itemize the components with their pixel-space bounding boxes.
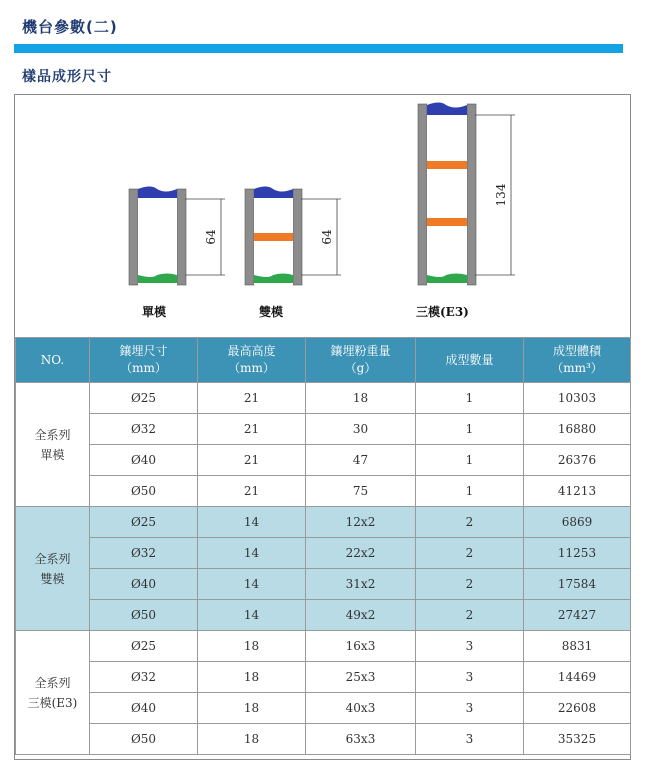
cell-volume: 35325	[524, 724, 631, 755]
spec-frame	[14, 94, 631, 760]
table-header-row	[16, 338, 631, 383]
header-volume: 成型體積 （mm³）	[524, 338, 631, 383]
header-powder-weight: 鑲埋粉重量 （g）	[306, 338, 416, 383]
table-row	[16, 476, 631, 507]
table-row	[16, 724, 631, 755]
header-max-height: 最高高度 （mm）	[198, 338, 306, 383]
double-mold-dimension: 64	[320, 229, 334, 245]
cell-insert-size: Ø32	[90, 662, 198, 693]
cell-insert-size: Ø50	[90, 724, 198, 755]
cell-volume: 26376	[524, 445, 631, 476]
cell-max-height: 18	[198, 631, 306, 662]
cell-insert-size: Ø50	[90, 476, 198, 507]
page-title: 機台參數(二)	[22, 18, 118, 36]
cell-max-height: 14	[198, 600, 306, 631]
cell-mold-count: 2	[416, 507, 524, 538]
cell-powder-weight: 47	[306, 445, 416, 476]
cell-mold-count: 2	[416, 538, 524, 569]
cell-volume: 11253	[524, 538, 631, 569]
table-row	[16, 600, 631, 631]
cell-powder-weight: 31x2	[306, 569, 416, 600]
cell-max-height: 18	[198, 693, 306, 724]
cell-max-height: 21	[198, 476, 306, 507]
mold-diagram-svg	[15, 95, 630, 337]
cell-max-height: 18	[198, 662, 306, 693]
double-mold-separator	[254, 233, 293, 241]
single-mold-caption: 單模	[142, 305, 167, 319]
header-mold-count: 成型數量	[416, 338, 524, 383]
triple-mold-caption: 三模(E3)	[416, 305, 469, 319]
table-row	[16, 414, 631, 445]
cell-powder-weight: 12x2	[306, 507, 416, 538]
cell-powder-weight: 30	[306, 414, 416, 445]
cell-max-height: 21	[198, 445, 306, 476]
cell-volume: 10303	[524, 383, 631, 414]
triple-mold-separator-2	[427, 218, 467, 226]
cell-powder-weight: 49x2	[306, 600, 416, 631]
cell-powder-weight: 18	[306, 383, 416, 414]
single-mold-dimension: 64	[204, 229, 218, 245]
single-mold-right-wall	[177, 189, 186, 285]
table-row	[16, 569, 631, 600]
cell-insert-size: Ø25	[90, 383, 198, 414]
triple-mold-left-wall	[418, 104, 427, 285]
cell-volume: 22608	[524, 693, 631, 724]
table-row	[16, 383, 631, 414]
group-label: 全系列 單模	[16, 383, 90, 507]
cell-max-height: 14	[198, 507, 306, 538]
cell-volume: 8831	[524, 631, 631, 662]
single-mold-cavity	[138, 189, 177, 285]
cell-mold-count: 3	[416, 724, 524, 755]
table-row	[16, 538, 631, 569]
spec-table	[15, 337, 631, 755]
triple-mold-cavity	[427, 104, 467, 285]
group-label: 全系列 三模(E3)	[16, 631, 90, 755]
cell-mold-count: 1	[416, 445, 524, 476]
cell-insert-size: Ø50	[90, 600, 198, 631]
cell-max-height: 14	[198, 569, 306, 600]
cell-insert-size: Ø25	[90, 631, 198, 662]
group-label: 全系列 雙模	[16, 507, 90, 631]
cell-max-height: 18	[198, 724, 306, 755]
cell-max-height: 14	[198, 538, 306, 569]
table-row	[16, 507, 631, 538]
single-mold-left-wall	[129, 189, 138, 285]
cell-mold-count: 3	[416, 631, 524, 662]
cell-max-height: 21	[198, 414, 306, 445]
cell-insert-size: Ø25	[90, 507, 198, 538]
cell-powder-weight: 75	[306, 476, 416, 507]
cell-insert-size: Ø32	[90, 538, 198, 569]
cell-powder-weight: 40x3	[306, 693, 416, 724]
cell-powder-weight: 16x3	[306, 631, 416, 662]
cell-powder-weight: 25x3	[306, 662, 416, 693]
cell-mold-count: 3	[416, 693, 524, 724]
cell-mold-count: 2	[416, 569, 524, 600]
table-body	[16, 383, 631, 755]
table-row	[16, 631, 631, 662]
title-accent-bar	[14, 44, 623, 53]
table-row	[16, 445, 631, 476]
cell-volume: 27427	[524, 600, 631, 631]
double-mold-right-wall	[293, 189, 302, 285]
cell-volume: 16880	[524, 414, 631, 445]
cell-insert-size: Ø40	[90, 693, 198, 724]
cell-volume: 17584	[524, 569, 631, 600]
triple-mold-right-wall	[467, 104, 476, 285]
cell-max-height: 21	[198, 383, 306, 414]
cell-volume: 41213	[524, 476, 631, 507]
table-row	[16, 662, 631, 693]
single-mold-top-plunger	[138, 187, 177, 199]
cell-mold-count: 2	[416, 600, 524, 631]
cell-volume: 6869	[524, 507, 631, 538]
cell-volume: 14469	[524, 662, 631, 693]
double-mold-caption: 雙模	[259, 305, 284, 319]
section-title: 樣品成形尺寸	[22, 69, 112, 85]
cell-mold-count: 1	[416, 414, 524, 445]
double-mold-left-wall	[245, 189, 254, 285]
double-mold-top-plunger	[254, 187, 293, 199]
header-no: NO.	[16, 338, 90, 383]
triple-mold-dimension: 134	[494, 183, 508, 207]
table-row	[16, 693, 631, 724]
cell-insert-size: Ø40	[90, 445, 198, 476]
cell-insert-size: Ø32	[90, 414, 198, 445]
mold-diagram	[15, 95, 630, 337]
cell-mold-count: 3	[416, 662, 524, 693]
cell-powder-weight: 63x3	[306, 724, 416, 755]
cell-mold-count: 1	[416, 476, 524, 507]
cell-powder-weight: 22x2	[306, 538, 416, 569]
triple-mold-separator-1	[427, 161, 467, 169]
cell-insert-size: Ø40	[90, 569, 198, 600]
header-insert-size: 鑲埋尺寸 （mm）	[90, 338, 198, 383]
cell-mold-count: 1	[416, 383, 524, 414]
